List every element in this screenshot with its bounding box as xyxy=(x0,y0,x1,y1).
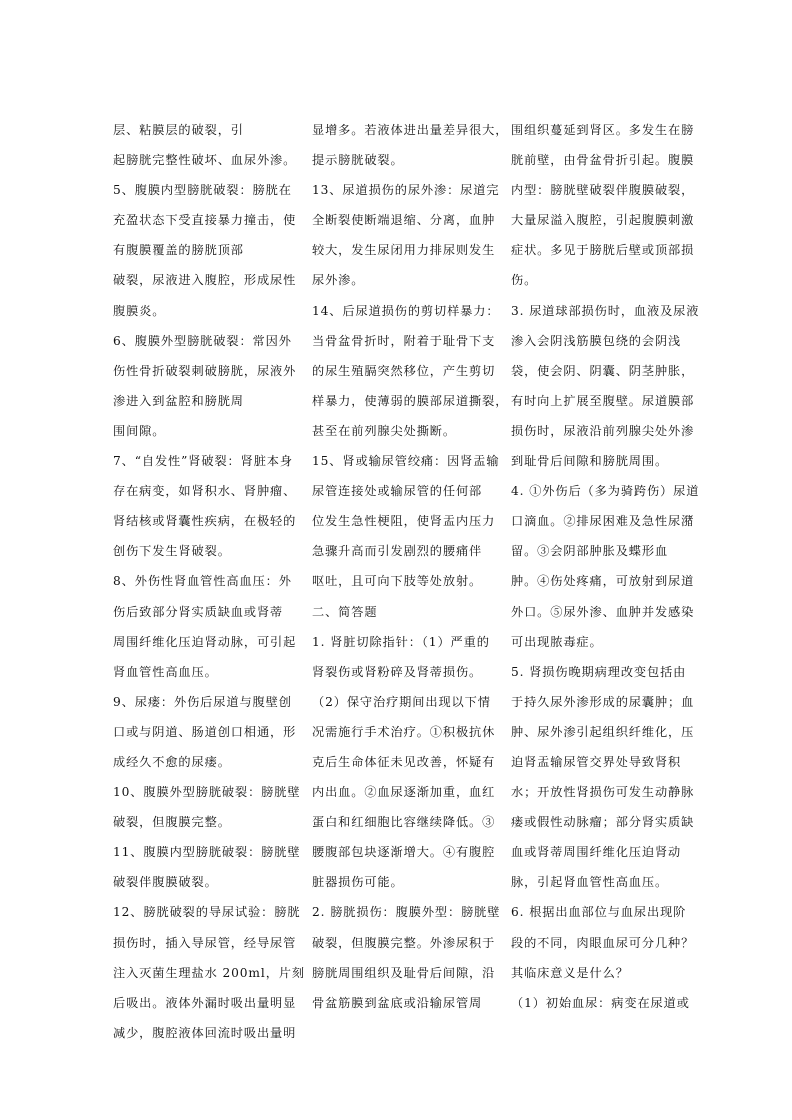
text-line: 胱前壁，由骨盆骨折引起。腹膜 xyxy=(511,153,695,168)
text-line: 伤。 xyxy=(511,273,538,288)
text-line: 腹膜炎。 xyxy=(113,303,166,318)
text-line: 5、腹膜内型膀胱破裂：膀胱在 xyxy=(113,183,292,198)
text-line: 克后生命体征未见改善，怀疑有 xyxy=(312,754,496,769)
text-line: 全断裂使断端退缩、分离，血肿 xyxy=(312,213,496,228)
text-line: 15、肾或输尿管绞痛：因肾盂输 xyxy=(312,454,500,469)
text-line: 内出血。②血尿逐渐加重，血红 xyxy=(312,785,496,800)
text-line: 段的不同，肉眼血尿可分几种？ xyxy=(511,935,695,950)
text-line: 7、“自发性”肾破裂：肾脏本身 xyxy=(113,454,293,469)
text-line: 到耻骨后间隙和膀胱周围。 xyxy=(511,454,669,469)
text-line: 13、尿道损伤的尿外渗：尿道完 xyxy=(312,183,500,198)
text-line: 其临床意义是什么？ xyxy=(511,965,629,980)
text-line: 后吸出。液体外漏时吸出量明显 xyxy=(113,995,297,1010)
text-line: 尿管连接处或输尿管的任何部 xyxy=(312,484,483,499)
text-line: 甚至在前列腺尖处撕断。 xyxy=(312,423,456,438)
text-line: 创伤下发生肾破裂。 xyxy=(113,544,231,559)
text-line: 位发生急性梗阻，使肾盂内压力 xyxy=(312,514,496,529)
text-line: 围组织蔓延到肾区。多发生在膀 xyxy=(511,123,695,137)
text-line: 渗进入到盆腔和膀胱周 xyxy=(113,393,244,408)
text-line: 减少，腹腔液体回流时吸出量明 xyxy=(113,1025,297,1040)
text-line: 呕吐，且可向下肢等处放射。 xyxy=(312,574,483,589)
text-line: 肿、尿外渗引起组织纤维化，压 xyxy=(511,724,695,739)
text-line: 层、粘膜层的破裂，引 xyxy=(113,123,244,137)
text-column-1 xyxy=(113,115,305,1048)
text-line: 样暴力，使薄弱的膜部尿道撕裂， xyxy=(312,393,509,408)
text-line: 况需施行手术治疗。①积极抗休 xyxy=(312,724,496,739)
text-line: 9、尿瘘：外伤后尿道与腹壁创 xyxy=(113,694,292,709)
text-line: 瘘或假性动脉瘤；部分肾实质缺 xyxy=(511,815,695,830)
text-line: 可出现脓毒症。 xyxy=(511,634,603,649)
text-line: 有腹膜覆盖的膀胱顶部 xyxy=(113,243,244,258)
text-line: 有时向上扩展至腹壁。尿道膜部 xyxy=(511,393,695,408)
text-line: 口或与阴道、肠道创口相通，形 xyxy=(113,724,297,739)
text-line: 症状。多见于膀胱后壁或顶部损 xyxy=(511,243,695,258)
text-line: 伤性骨折破裂刺破膀胱，尿液外 xyxy=(113,363,297,378)
text-line: 肿。④伤处疼痛，可放射到尿道 xyxy=(511,574,695,589)
text-line: 损伤时，尿液沿前列腺尖处外渗 xyxy=(511,423,695,438)
text-line: 2. 膀胱损伤：腹膜外型：膀胱壁 xyxy=(312,905,501,920)
text-line: 骨盆筋膜到盆底或沿输尿管周 xyxy=(312,995,483,1010)
text-line: 5. 肾损伤晚期病理改变包括由 xyxy=(511,664,687,679)
text-line: 破裂，尿液进入腹腔，形成尿性 xyxy=(113,273,297,288)
text-line: 注入灭菌生理盐水 200ml，片刻 xyxy=(113,965,305,980)
text-line: 6、腹膜外型膀胱破裂：常因外 xyxy=(113,333,292,348)
text-line: 8、外伤性肾血管性高血压：外 xyxy=(113,574,292,589)
text-line: 渗入会阴浅筋膜包绕的会阴浅 xyxy=(511,333,682,348)
text-line: 尿外渗。 xyxy=(312,273,365,288)
text-line: 脏器损伤可能。 xyxy=(312,875,404,890)
text-line: 血或肾蒂周围纤维化压迫肾动 xyxy=(511,845,682,860)
text-line: 周围纤维化压迫肾动脉，可引起 xyxy=(113,634,297,649)
text-line: 腰腹部包块逐渐增大。④有腹腔 xyxy=(312,845,496,860)
text-line: 围间隙。 xyxy=(113,423,166,438)
text-line: 成经久不愈的尿瘘。 xyxy=(113,754,231,769)
text-line: 破裂，但腹膜完整。外渗尿积于 xyxy=(312,935,496,950)
text-line: 4. ①外伤后（多为骑跨伤）尿道 xyxy=(511,484,700,499)
text-line: 袋，使会阴、阴囊、阴茎肿胀， xyxy=(511,363,695,378)
text-line: 较大，发生尿闭用力排尿则发生 xyxy=(312,243,496,258)
text-line: （1）初始血尿：病变在尿道或 xyxy=(511,995,690,1010)
text-line: 充盈状态下受直接暴力撞击，使 xyxy=(113,213,297,228)
text-line: 迫肾盂输尿管交界处导致肾积 xyxy=(511,754,682,769)
text-line: 肾血管性高血压。 xyxy=(113,664,218,679)
text-line: 14、后尿道损伤的剪切样暴力： xyxy=(312,303,500,318)
text-line: 脉，引起肾血管性高血压。 xyxy=(511,875,669,890)
text-line: 水；开放性肾损伤可发生动静脉 xyxy=(511,785,695,800)
text-column-3 xyxy=(511,115,700,1018)
text-line: 提示膀胱破裂。 xyxy=(312,153,404,168)
text-line: 内型：膀胱壁破裂伴腹膜破裂， xyxy=(511,183,695,198)
text-line: 伤后致部分肾实质缺血或肾蒂 xyxy=(113,604,284,619)
text-line: 3. 尿道球部损伤时，血液及尿液 xyxy=(511,303,700,318)
text-line: 显增多。若液体进出量差异很大， xyxy=(312,123,509,137)
text-line: 急骤升高而引发剧烈的腰痛伴 xyxy=(312,544,483,559)
text-line: 外口。⑤尿外渗、血肿并发感染 xyxy=(511,604,695,619)
text-line: 存在病变，如肾积水、肾肿瘤、 xyxy=(113,484,297,499)
text-line: 损伤时，插入导尿管，经导尿管 xyxy=(113,935,297,950)
text-line: 12、膀胱破裂的导尿试验：膀胱 xyxy=(113,905,301,920)
text-line: 11、腹膜内型膀胱破裂：膀胱壁 xyxy=(113,845,301,860)
text-line: 当骨盆骨折时，附着于耻骨下支 xyxy=(312,333,496,348)
text-line: 肾结核或肾囊性疾病，在极轻的 xyxy=(113,514,297,529)
text-line: 10、腹膜外型膀胱破裂：膀胱壁 xyxy=(113,785,301,800)
text-line: 口滴血。②排尿困难及急性尿潴 xyxy=(511,514,695,529)
text-column-2 xyxy=(312,115,509,1018)
text-line: 1. 肾脏切除指针：（1）严重的 xyxy=(312,634,490,649)
text-line: 膀胱周围组织及耻骨后间隙，沿 xyxy=(312,965,496,980)
text-line: 二、简答题 xyxy=(312,604,378,619)
text-line: 起膀胱完整性破坏、血尿外渗。 xyxy=(113,153,297,168)
text-line: （2）保守治疗期间出现以下情 xyxy=(312,694,491,709)
text-line: 于持久尿外渗形成的尿囊肿；血 xyxy=(511,694,695,709)
text-line: 的尿生殖膈突然移位，产生剪切 xyxy=(312,363,496,378)
text-line: 破裂伴腹膜破裂。 xyxy=(113,875,218,890)
text-line: 肾裂伤或肾粉碎及肾蒂损伤。 xyxy=(312,664,483,679)
text-line: 6. 根据出血部位与血尿出现阶 xyxy=(511,905,687,920)
text-line: 蛋白和红细胞比容继续降低。③ xyxy=(312,815,496,830)
text-line: 破裂，但腹膜完整。 xyxy=(113,815,231,830)
text-line: 大量尿溢入腹腔，引起腹膜刺激 xyxy=(511,213,695,228)
text-line: 留。③会阴部肿胀及蝶形血 xyxy=(511,544,669,559)
